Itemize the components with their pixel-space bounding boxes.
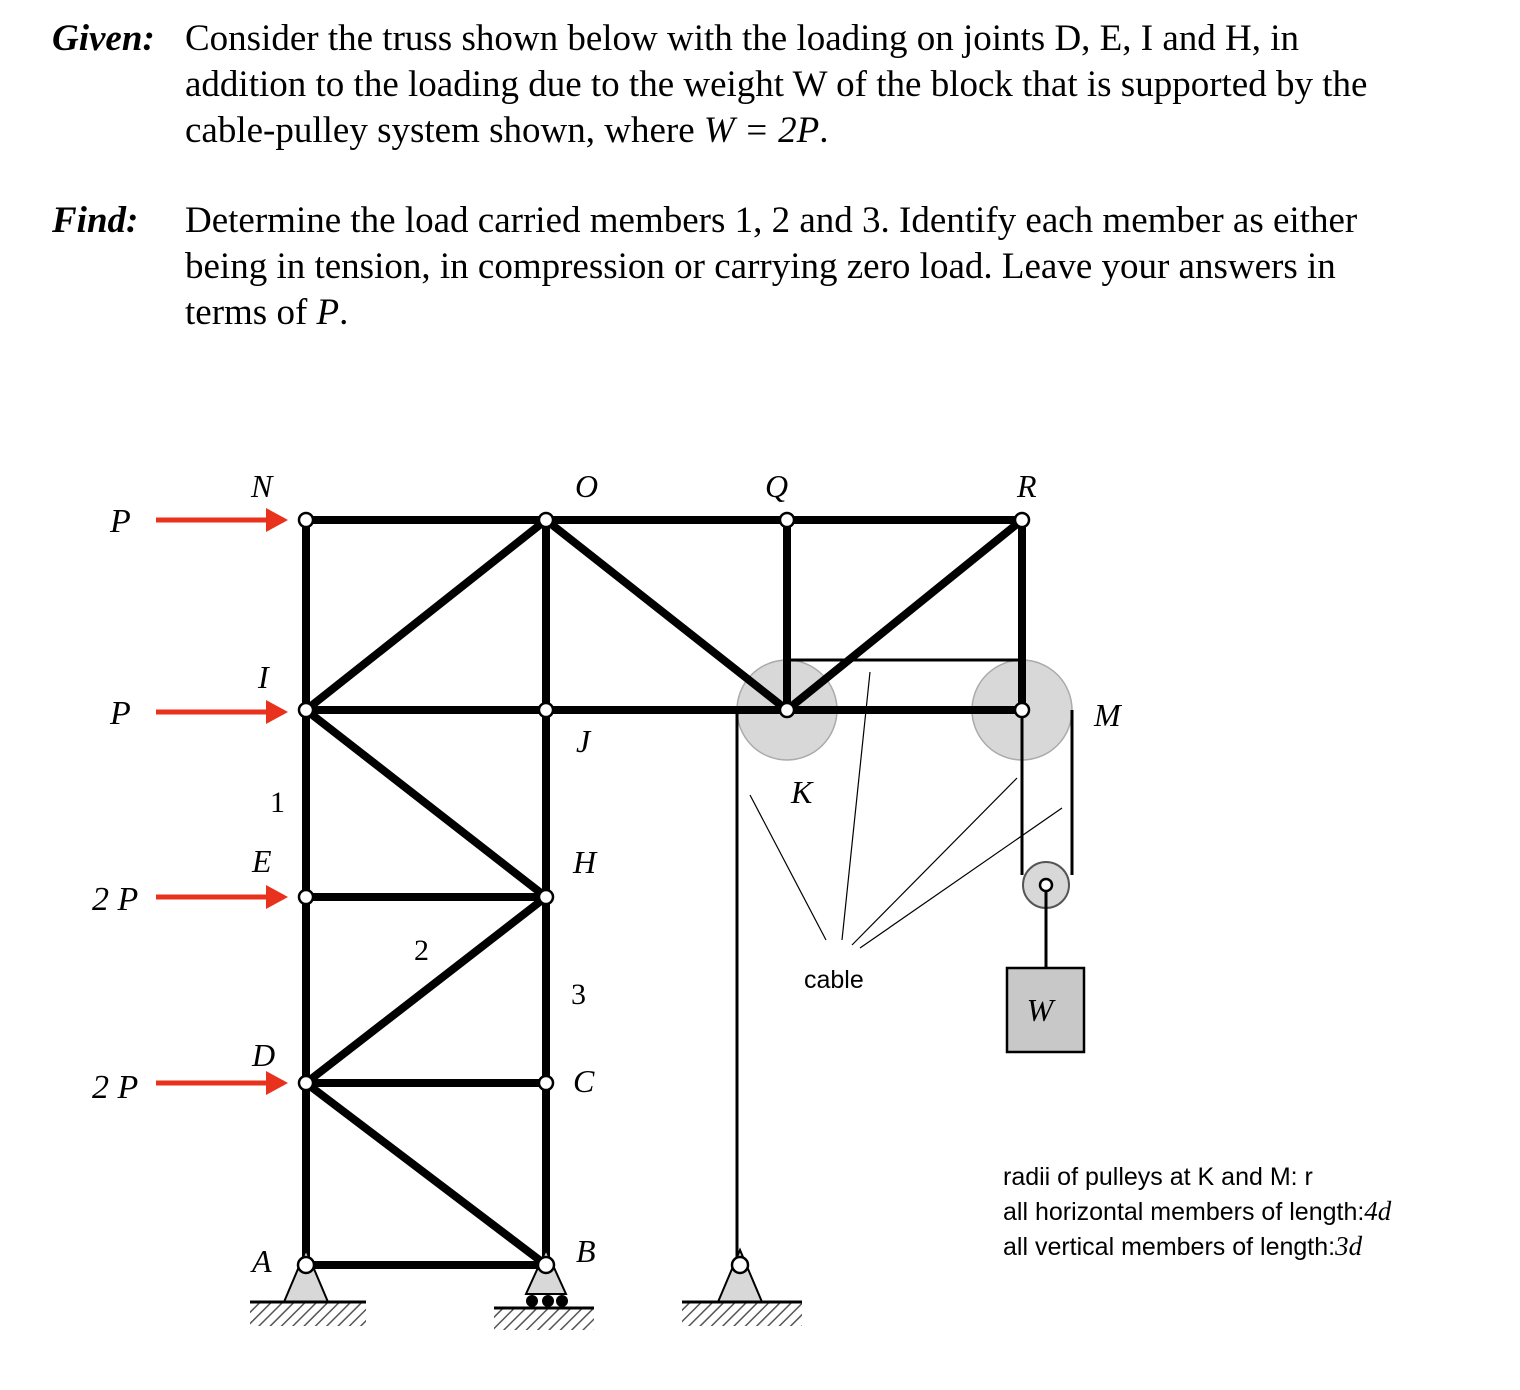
member-DB — [306, 1083, 546, 1265]
joint-R — [1015, 513, 1029, 527]
joint-M — [1015, 703, 1029, 717]
joint-O — [539, 513, 553, 527]
member-2-DH — [306, 897, 546, 1083]
joint-H — [539, 890, 553, 904]
find-label: Find: — [52, 200, 139, 241]
member-label-1: 1 — [270, 786, 285, 819]
load-label-D: 2 P — [92, 1069, 139, 1106]
joint-label-A: A — [252, 1243, 272, 1279]
joint-label-B: B — [576, 1233, 596, 1269]
weight-equation: W = 2P — [703, 110, 820, 151]
find-line-2: being in tension, in compression or carrying zero load. Leave your answers in — [185, 246, 1336, 287]
given-line-2: addition to the loading due to the weight W of the block that is supported by the — [185, 64, 1368, 105]
joint-C — [539, 1076, 553, 1090]
joint-label-M: M — [1094, 697, 1121, 733]
joint-label-R: R — [1017, 468, 1037, 504]
joint-J — [539, 703, 553, 717]
joint-K — [780, 703, 794, 717]
member-IH — [306, 710, 546, 897]
joint-label-N: N — [251, 468, 273, 504]
joint-label-D: D — [252, 1037, 276, 1073]
given-line-3: cable-pulley system shown, where W = 2P. — [185, 110, 829, 151]
member-label-2: 2 — [414, 934, 429, 967]
joint-label-I: I — [258, 659, 269, 695]
joint-D — [299, 1076, 313, 1090]
small-pulley-axle — [1040, 879, 1052, 891]
member-OK — [546, 520, 787, 710]
joint-N — [299, 513, 313, 527]
joint-label-K: K — [791, 774, 813, 810]
find-line-1: Determine the load carried members 1, 2 and 3. Identify each member as either — [185, 200, 1358, 241]
load-arrows — [156, 520, 284, 1083]
member-IO — [306, 520, 546, 710]
note-vertical: all vertical members of length:3d — [1003, 1231, 1363, 1261]
load-label-N: P — [110, 503, 131, 540]
joint-label-Q: Q — [765, 468, 789, 504]
given-label: Given: — [52, 18, 155, 59]
load-label-E: 2 P — [92, 881, 139, 918]
note-radii: radii of pulleys at K and M: r — [1003, 1163, 1313, 1191]
member-label-3: 3 — [571, 978, 586, 1011]
weight-block-label: W — [1026, 992, 1054, 1028]
joint-Q — [780, 513, 794, 527]
joint-label-E: E — [252, 843, 272, 879]
truss-members — [306, 520, 1022, 1265]
joint-I — [299, 703, 313, 717]
joint-E — [299, 890, 313, 904]
load-label-I: P — [110, 695, 131, 732]
given-line-1: Consider the truss shown below with the loading on joints D, E, I and H, in — [185, 18, 1300, 59]
joint-label-J: J — [576, 723, 591, 759]
geometry-notes — [1003, 1160, 1391, 1264]
find-line-3: terms of P. — [185, 292, 349, 333]
joint-label-H: H — [573, 844, 597, 880]
cable-label: cable — [804, 966, 864, 994]
joint-label-C: C — [573, 1063, 595, 1099]
note-horizontal: all horizontal members of length:4d — [1003, 1196, 1392, 1226]
joint-label-O: O — [575, 468, 599, 504]
support-cable-anchor — [682, 1250, 802, 1326]
